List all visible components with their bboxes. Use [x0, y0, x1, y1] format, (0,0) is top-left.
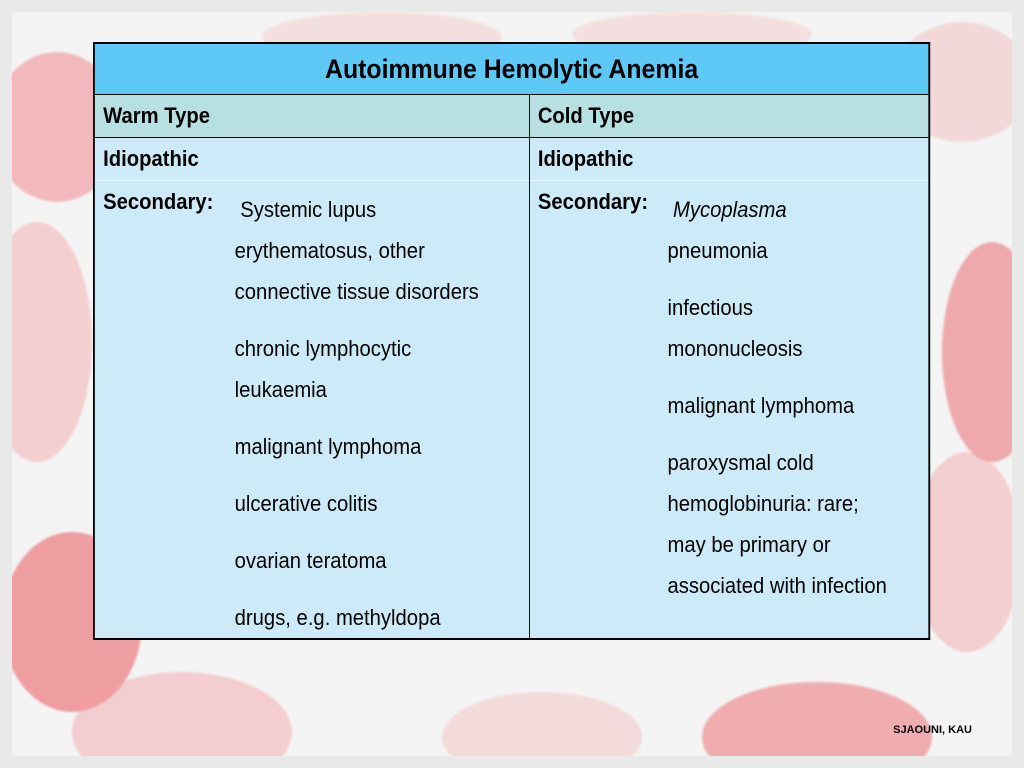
list-item — [235, 189, 483, 312]
header-row — [94, 95, 929, 138]
list-item: ovarian teratoma — [234, 548, 387, 573]
aiha-table — [93, 42, 930, 640]
list-item: paroxysmal cold hemoglobinuria: rare; may be primary or associated with infection — [667, 450, 887, 598]
list-item: infectious mononucleosis — [667, 295, 803, 361]
warm-secondary-block — [95, 181, 529, 638]
column-header-cold: Cold Type — [529, 95, 929, 138]
warm-secondary-label: Secondary: — [103, 189, 214, 214]
warm-secondary-list — [95, 189, 483, 638]
warm-idiopathic: Idiopathic — [95, 138, 529, 181]
body-row — [94, 138, 929, 640]
warm-first-item-line1: Systemic lupus — [240, 197, 377, 222]
cold-first-item-rest: pneumonia — [667, 238, 768, 263]
title-row — [94, 43, 929, 95]
cold-type-cell — [529, 138, 929, 640]
list-item: malignant lymphoma — [667, 393, 855, 418]
author-credit: SJAOUNI, KAU — [893, 724, 972, 736]
warm-type-cell — [94, 138, 529, 640]
table-title: Autoimmune Hemolytic Anemia — [94, 43, 929, 95]
list-item: drugs, e.g. methyldopa — [234, 605, 441, 630]
cold-secondary-block — [530, 181, 929, 606]
column-header-warm: Warm Type — [94, 95, 529, 138]
cold-idiopathic: Idiopathic — [530, 138, 929, 181]
list-item: malignant lymphoma — [234, 434, 422, 459]
list-item: ulcerative colitis — [234, 491, 378, 516]
cold-secondary-label: Secondary: — [537, 189, 649, 214]
warm-first-item-rest: erythematosus, other connective tissue disorders — [234, 238, 479, 304]
cold-secondary-list — [530, 189, 889, 606]
list-item: chronic lymphocytic leukaemia — [234, 336, 412, 402]
list-item — [668, 189, 889, 271]
cold-first-item-italic: Mycoplasma — [673, 197, 787, 222]
